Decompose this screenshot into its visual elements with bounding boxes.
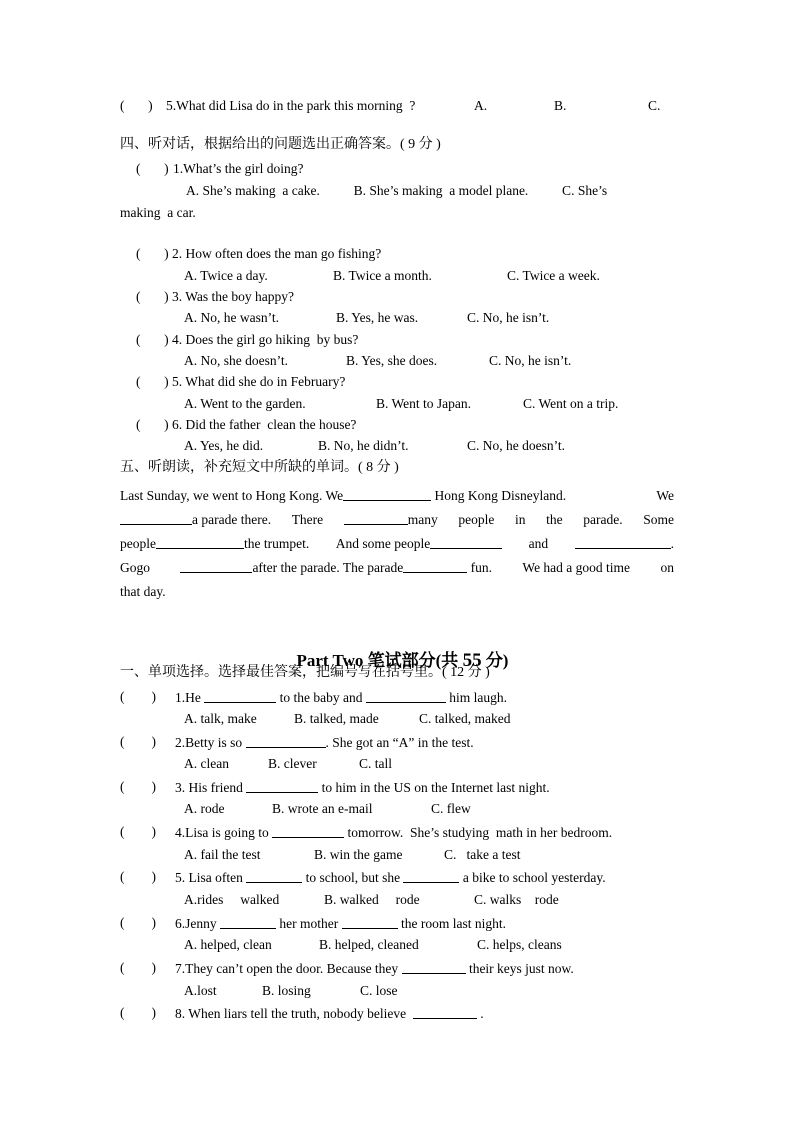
answer-blank[interactable] <box>402 961 466 974</box>
passage-text: on <box>660 560 674 575</box>
passage-text: that day. <box>120 584 166 599</box>
answer-blank[interactable] <box>344 512 408 525</box>
section-heading: 一、单项选择。选择最佳答案，把编号写在括号里。( 12 分 ) <box>120 665 490 680</box>
passage-text: in <box>515 512 526 527</box>
answer-paren: ( ) <box>136 161 169 176</box>
question-text: 5. Lisa often to school, but she a bike to school yesterday. <box>175 870 606 885</box>
answer-paren: ( ) <box>136 374 169 389</box>
part-title-en: Part Two <box>296 651 368 670</box>
options-line: A. She’s making a cake. B. She’s making a model plane. C. She’s <box>186 183 608 198</box>
passage-text: a parade there. <box>192 512 272 527</box>
option-b: B. Twice a month. <box>333 268 432 283</box>
question-text: 8. When liars tell the truth, nobody believe . <box>175 1006 484 1021</box>
cloze-paragraph <box>120 484 674 604</box>
passage-text: people <box>458 512 495 527</box>
option-b: B. win the game <box>314 847 403 862</box>
answer-blank[interactable] <box>180 560 252 573</box>
answer-paren: ( ) <box>136 332 169 347</box>
option-b: B. Went to Japan. <box>376 396 472 411</box>
answer-blank[interactable] <box>342 916 398 929</box>
passage-text: And some people <box>335 536 431 551</box>
answer-paren: ( ) <box>120 915 156 930</box>
option-c: C. take a test <box>444 847 521 862</box>
option-a: A. helped, clean <box>184 937 272 952</box>
answer-paren: ( ) <box>120 779 156 794</box>
option-a: A. Yes, he did. <box>184 438 264 453</box>
question-text: 6. Did the father clean the house? <box>172 417 357 432</box>
answer-blank[interactable] <box>366 690 446 703</box>
passage-text: Last Sunday, we went to Hong Kong. We <box>120 488 344 503</box>
question-text: 1.What’s the girl doing? <box>173 161 304 176</box>
question-text: 3. Was the boy happy? <box>172 289 295 304</box>
answer-blank[interactable] <box>343 488 431 501</box>
option-b: B. talked, made <box>294 711 379 726</box>
option-c: C. No, he isn’t. <box>467 310 550 325</box>
option-b: B. Yes, she does. <box>346 353 438 368</box>
passage-text: We had a good time <box>522 560 631 575</box>
answer-blank[interactable] <box>156 536 244 549</box>
option-b: B. No, he didn’t. <box>318 438 409 453</box>
option-c: C. flew <box>431 801 471 816</box>
option-a: A. fail the test <box>184 847 261 862</box>
answer-paren: ( ) <box>120 824 156 839</box>
question-text: 4.Lisa is going to tomorrow. She’s studying math in her bedroom. <box>175 825 613 840</box>
passage-text: Hong Kong Disneyland. <box>434 488 567 503</box>
answer-blank[interactable] <box>246 735 326 748</box>
option-c: C. helps, cleans <box>477 937 562 952</box>
passage-text: Gogo <box>120 560 150 575</box>
answer-blank[interactable] <box>120 512 192 525</box>
answer-paren: ( ) <box>136 246 169 261</box>
option-c: C. lose <box>360 983 398 998</box>
answer-blank[interactable] <box>272 825 344 838</box>
answer-blank[interactable] <box>204 690 276 703</box>
part-title-score: 55 <box>462 650 482 671</box>
passage-text: fun. <box>470 560 492 575</box>
answer-paren: ( ) <box>120 689 156 704</box>
answer-paren: ( ) <box>136 417 169 432</box>
option-a: A. No, she doesn’t. <box>184 353 288 368</box>
question-text: 2.Betty is so . She got an “A” in the test. <box>175 735 474 750</box>
question-text: 5.What did Lisa do in the park this morning ? <box>166 98 416 113</box>
option-c: C. tall <box>359 756 392 771</box>
passage-text: people <box>120 536 156 551</box>
question-text: 7.They can’t open the door. Because they their keys just now. <box>175 961 574 976</box>
option-a: A.rides walked <box>184 892 280 907</box>
answer-blank[interactable] <box>220 916 276 929</box>
option-b: B. wrote an e-mail <box>272 801 373 816</box>
option-c: C. Went on a trip. <box>523 396 619 411</box>
question-text: 1.He to the baby and him laugh. <box>175 690 507 705</box>
option-b: B. Yes, he was. <box>336 310 419 325</box>
section-heading: 四、听对话，根据给出的问题选出正确答案。( 9 分 ) <box>120 137 441 152</box>
option-c: C. Twice a week. <box>507 268 600 283</box>
answer-paren: ( ) <box>120 960 156 975</box>
part-title-end: 分) <box>481 651 509 670</box>
section-heading: 五、听朗读，补充短文中所缺的单词。( 8 分 ) <box>120 460 399 475</box>
option-a: A. Went to the garden. <box>184 396 306 411</box>
question-text: 5. What did she do in February? <box>172 374 346 389</box>
passage-text: There <box>291 512 324 527</box>
option-c: C. <box>648 98 661 113</box>
option-a: A. Twice a day. <box>184 268 268 283</box>
answer-paren: ( ) <box>120 1005 156 1020</box>
question-paren: ( ) <box>120 98 153 113</box>
option-a: A. <box>474 98 488 113</box>
option-b: B. clever <box>268 756 317 771</box>
option-c: C. No, he doesn’t. <box>467 438 565 453</box>
passage-text: many <box>407 512 438 527</box>
option-a: A. rode <box>184 801 225 816</box>
option-b: B. losing <box>262 983 311 998</box>
passage-text: . <box>670 536 674 551</box>
passage-text: the <box>546 512 563 527</box>
question-text: 6.Jenny her mother the room last night. <box>175 916 506 931</box>
answer-paren: ( ) <box>120 869 156 884</box>
option-c: C. walks rode <box>474 892 559 907</box>
question-text: 2. How often does the man go fishing? <box>172 246 382 261</box>
option-a: A. talk, make <box>184 711 257 726</box>
option-c: C. No, he isn’t. <box>489 353 572 368</box>
answer-blank[interactable] <box>413 1006 477 1019</box>
question-text: 3. His friend to him in the US on the Internet last night. <box>175 780 550 795</box>
option-a: A.lost <box>184 983 217 998</box>
answer-blank[interactable] <box>246 780 318 793</box>
answer-blank[interactable] <box>430 536 502 549</box>
answer-paren: ( ) <box>136 289 169 304</box>
option-b: B. helped, cleaned <box>319 937 419 952</box>
answer-blank[interactable] <box>575 536 671 549</box>
answer-paren: ( ) <box>120 734 156 749</box>
passage-text: after the parade. The parade <box>252 560 404 575</box>
option-b: B. <box>554 98 567 113</box>
answer-blank[interactable] <box>403 560 467 573</box>
answer-blank[interactable] <box>246 870 302 883</box>
question-text: 4. Does the girl go hiking by bus? <box>172 332 359 347</box>
passage-text: the trumpet. <box>244 536 310 551</box>
passage-text: parade. <box>583 512 623 527</box>
passage-text: We <box>656 488 674 503</box>
option-c: C. talked, maked <box>419 711 511 726</box>
passage-text: Some <box>643 512 674 527</box>
passage-text: and <box>528 536 549 551</box>
part-title-cn: 笔试部分(共 <box>367 651 463 670</box>
answer-blank[interactable] <box>403 870 459 883</box>
options-line: making a car. <box>120 205 196 220</box>
option-a: A. No, he wasn’t. <box>184 310 279 325</box>
option-b: B. walked rode <box>324 892 420 907</box>
option-a: A. clean <box>184 756 229 771</box>
